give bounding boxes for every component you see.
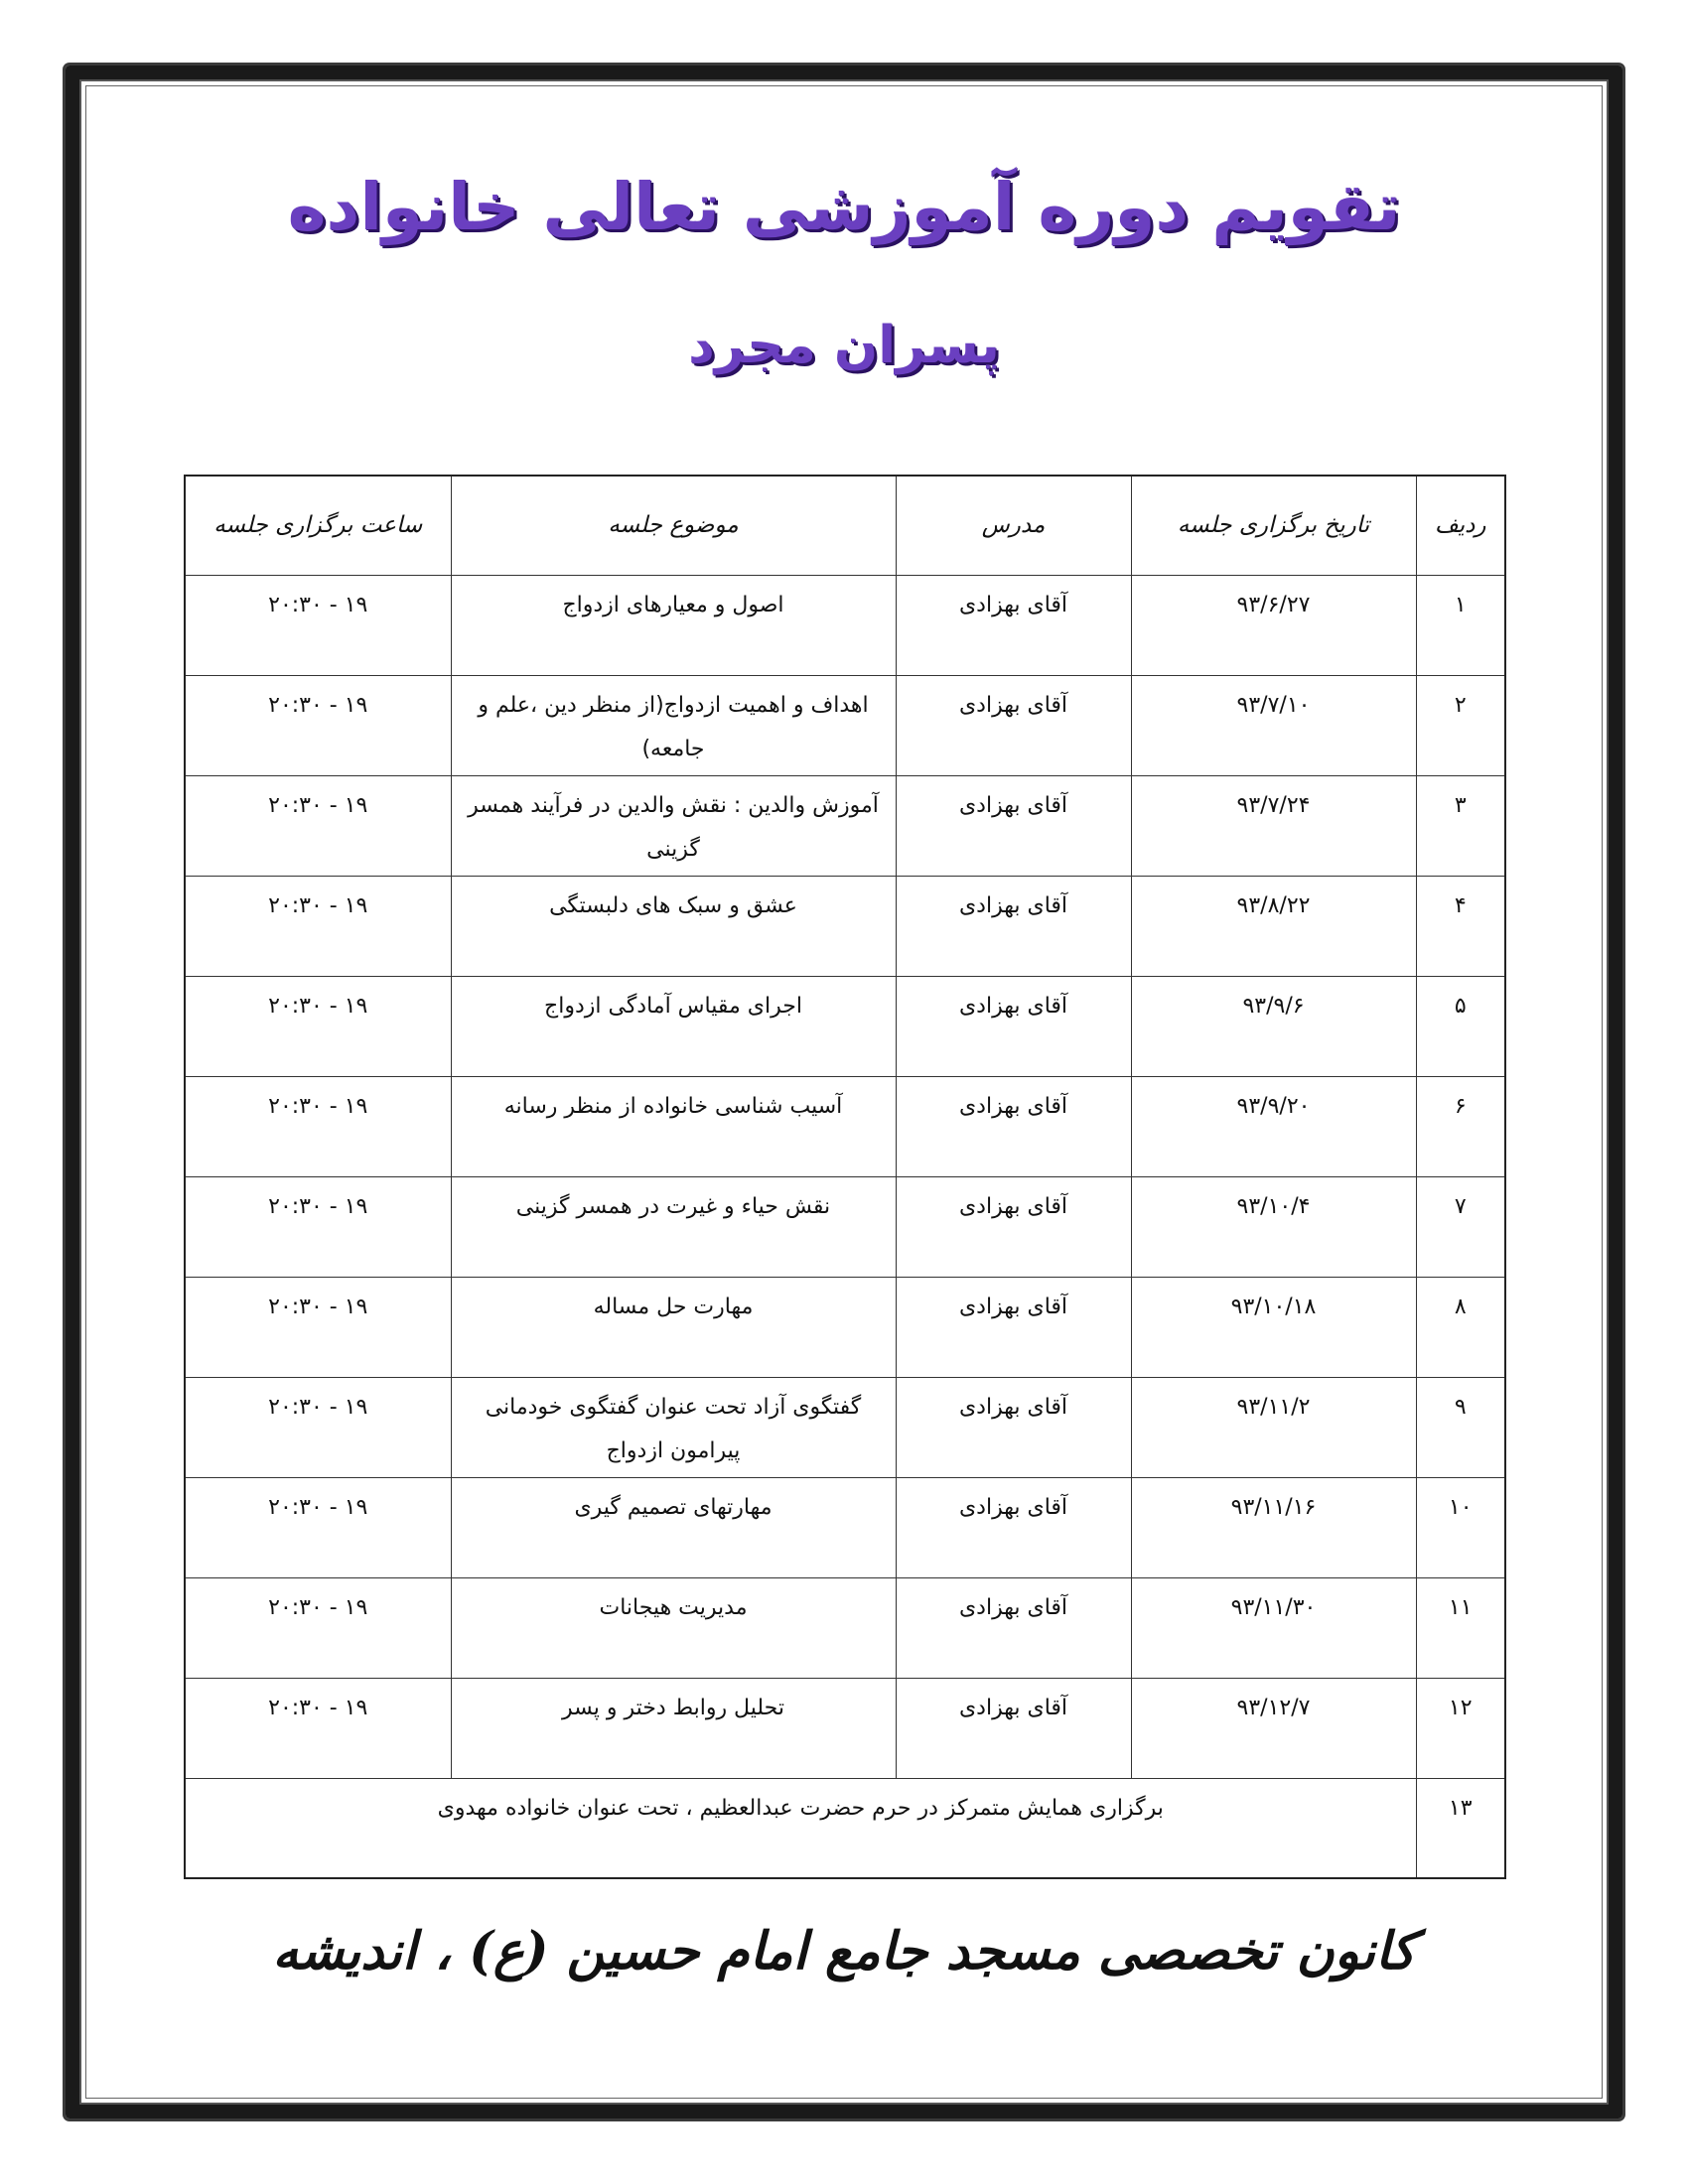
session-topic: اهداف و اهمیت ازدواج(از منظر دین ،علم و جامعه) bbox=[451, 675, 896, 775]
session-topic: مهارتهای تصمیم گیری bbox=[451, 1477, 896, 1577]
teacher-name: آقای بهزادی bbox=[896, 1076, 1131, 1176]
session-topic: اجرای مقیاس آمادگی ازدواج bbox=[451, 976, 896, 1076]
row-number: ۴ bbox=[1416, 876, 1505, 976]
table-row bbox=[185, 976, 1505, 1076]
table-row bbox=[185, 1577, 1505, 1678]
session-topic: نقش حیاء و غیرت در همسر گزینی bbox=[451, 1176, 896, 1277]
session-date: ۹۳/۱۱/۱۶ bbox=[1131, 1477, 1416, 1577]
header-teacher: مدرس bbox=[896, 476, 1131, 575]
session-time: ۲۰:۳۰ - ۱۹ bbox=[185, 1076, 451, 1176]
row-number: ۳ bbox=[1416, 775, 1505, 876]
session-topic: عشق و سبک های دلبستگی bbox=[451, 876, 896, 976]
page-subtitle: پسران مجرد bbox=[688, 316, 1000, 375]
table-row bbox=[185, 1277, 1505, 1377]
row-number: ۱ bbox=[1416, 575, 1505, 675]
page-title: تقویم دوره آموزشی تعالی خانواده bbox=[287, 169, 1401, 245]
teacher-name: آقای بهزادی bbox=[896, 775, 1131, 876]
teacher-name: آقای بهزادی bbox=[896, 1477, 1131, 1577]
row-number: ۵ bbox=[1416, 976, 1505, 1076]
session-time: ۲۰:۳۰ - ۱۹ bbox=[185, 876, 451, 976]
session-date: ۹۳/۱۰/۴ bbox=[1131, 1176, 1416, 1277]
final-event-note: برگزاری همایش متمرکز در حرم حضرت عبدالعظیم ، تحت عنوان خانواده مهدوی bbox=[185, 1778, 1416, 1878]
session-date: ۹۳/۱۰/۱۸ bbox=[1131, 1277, 1416, 1377]
table-row bbox=[185, 1377, 1505, 1477]
row-number: ۶ bbox=[1416, 1076, 1505, 1176]
teacher-name: آقای بهزادی bbox=[896, 675, 1131, 775]
session-topic: گفتگوی آزاد تحت عنوان گفتگوی خودمانی پیرامون ازدواج bbox=[451, 1377, 896, 1477]
table-row bbox=[185, 675, 1505, 775]
session-date: ۹۳/۷/۲۴ bbox=[1131, 775, 1416, 876]
teacher-name: آقای بهزادی bbox=[896, 876, 1131, 976]
session-time: ۲۰:۳۰ - ۱۹ bbox=[185, 1176, 451, 1277]
table-header-row bbox=[185, 476, 1505, 575]
row-number: ۱۲ bbox=[1416, 1678, 1505, 1778]
session-date: ۹۳/۸/۲۲ bbox=[1131, 876, 1416, 976]
table-row bbox=[185, 1076, 1505, 1176]
session-time: ۲۰:۳۰ - ۱۹ bbox=[185, 575, 451, 675]
session-topic: آموزش والدین : نقش والدین در فرآیند همسر گزینی bbox=[451, 775, 896, 876]
teacher-name: آقای بهزادی bbox=[896, 1577, 1131, 1678]
table-row bbox=[185, 1678, 1505, 1778]
row-number: ۲ bbox=[1416, 675, 1505, 775]
teacher-name: آقای بهزادی bbox=[896, 1678, 1131, 1778]
session-time: ۲۰:۳۰ - ۱۹ bbox=[185, 775, 451, 876]
teacher-name: آقای بهزادی bbox=[896, 976, 1131, 1076]
row-number: ۱۰ bbox=[1416, 1477, 1505, 1577]
session-topic: مدیریت هیجانات bbox=[451, 1577, 896, 1678]
schedule-table bbox=[184, 475, 1506, 1879]
row-number: ۹ bbox=[1416, 1377, 1505, 1477]
row-number: ۷ bbox=[1416, 1176, 1505, 1277]
session-date: ۹۳/۹/۶ bbox=[1131, 976, 1416, 1076]
row-number: ۱۳ bbox=[1416, 1778, 1505, 1878]
session-time: ۲۰:۳۰ - ۱۹ bbox=[185, 1377, 451, 1477]
header-session-time: ساعت برگزاری جلسه bbox=[185, 476, 451, 575]
session-topic: آسیب شناسی خانواده از منظر رسانه bbox=[451, 1076, 896, 1176]
session-time: ۲۰:۳۰ - ۱۹ bbox=[185, 1277, 451, 1377]
header-session-date: تاریخ برگزاری جلسه bbox=[1131, 476, 1416, 575]
table-row bbox=[185, 876, 1505, 976]
teacher-name: آقای بهزادی bbox=[896, 1377, 1131, 1477]
session-date: ۹۳/۱۲/۷ bbox=[1131, 1678, 1416, 1778]
table-row-final bbox=[185, 1778, 1505, 1878]
table-row bbox=[185, 575, 1505, 675]
session-time: ۲۰:۳۰ - ۱۹ bbox=[185, 1577, 451, 1678]
teacher-name: آقای بهزادی bbox=[896, 1277, 1131, 1377]
table-row bbox=[185, 1176, 1505, 1277]
session-date: ۹۳/۹/۲۰ bbox=[1131, 1076, 1416, 1176]
teacher-name: آقای بهزادی bbox=[896, 575, 1131, 675]
row-number: ۸ bbox=[1416, 1277, 1505, 1377]
organization-signature: کانون تخصصی مسجد جامع امام حسین (ع) ، اندیشه bbox=[272, 1921, 1416, 1981]
session-topic: تحلیل روابط دختر و پسر bbox=[451, 1678, 896, 1778]
header-row-number: ردیف bbox=[1416, 476, 1505, 575]
session-date: ۹۳/۱۱/۲ bbox=[1131, 1377, 1416, 1477]
session-time: ۲۰:۳۰ - ۱۹ bbox=[185, 1477, 451, 1577]
session-time: ۲۰:۳۰ - ۱۹ bbox=[185, 675, 451, 775]
table-row bbox=[185, 775, 1505, 876]
session-time: ۲۰:۳۰ - ۱۹ bbox=[185, 976, 451, 1076]
session-date: ۹۳/۱۱/۳۰ bbox=[1131, 1577, 1416, 1678]
session-time: ۲۰:۳۰ - ۱۹ bbox=[185, 1678, 451, 1778]
header-session-topic: موضوع جلسه bbox=[451, 476, 896, 575]
session-topic: مهارت حل مساله bbox=[451, 1277, 896, 1377]
session-date: ۹۳/۶/۲۷ bbox=[1131, 575, 1416, 675]
teacher-name: آقای بهزادی bbox=[896, 1176, 1131, 1277]
session-topic: اصول و معیارهای ازدواج bbox=[451, 575, 896, 675]
session-date: ۹۳/۷/۱۰ bbox=[1131, 675, 1416, 775]
table-row bbox=[185, 1477, 1505, 1577]
row-number: ۱۱ bbox=[1416, 1577, 1505, 1678]
